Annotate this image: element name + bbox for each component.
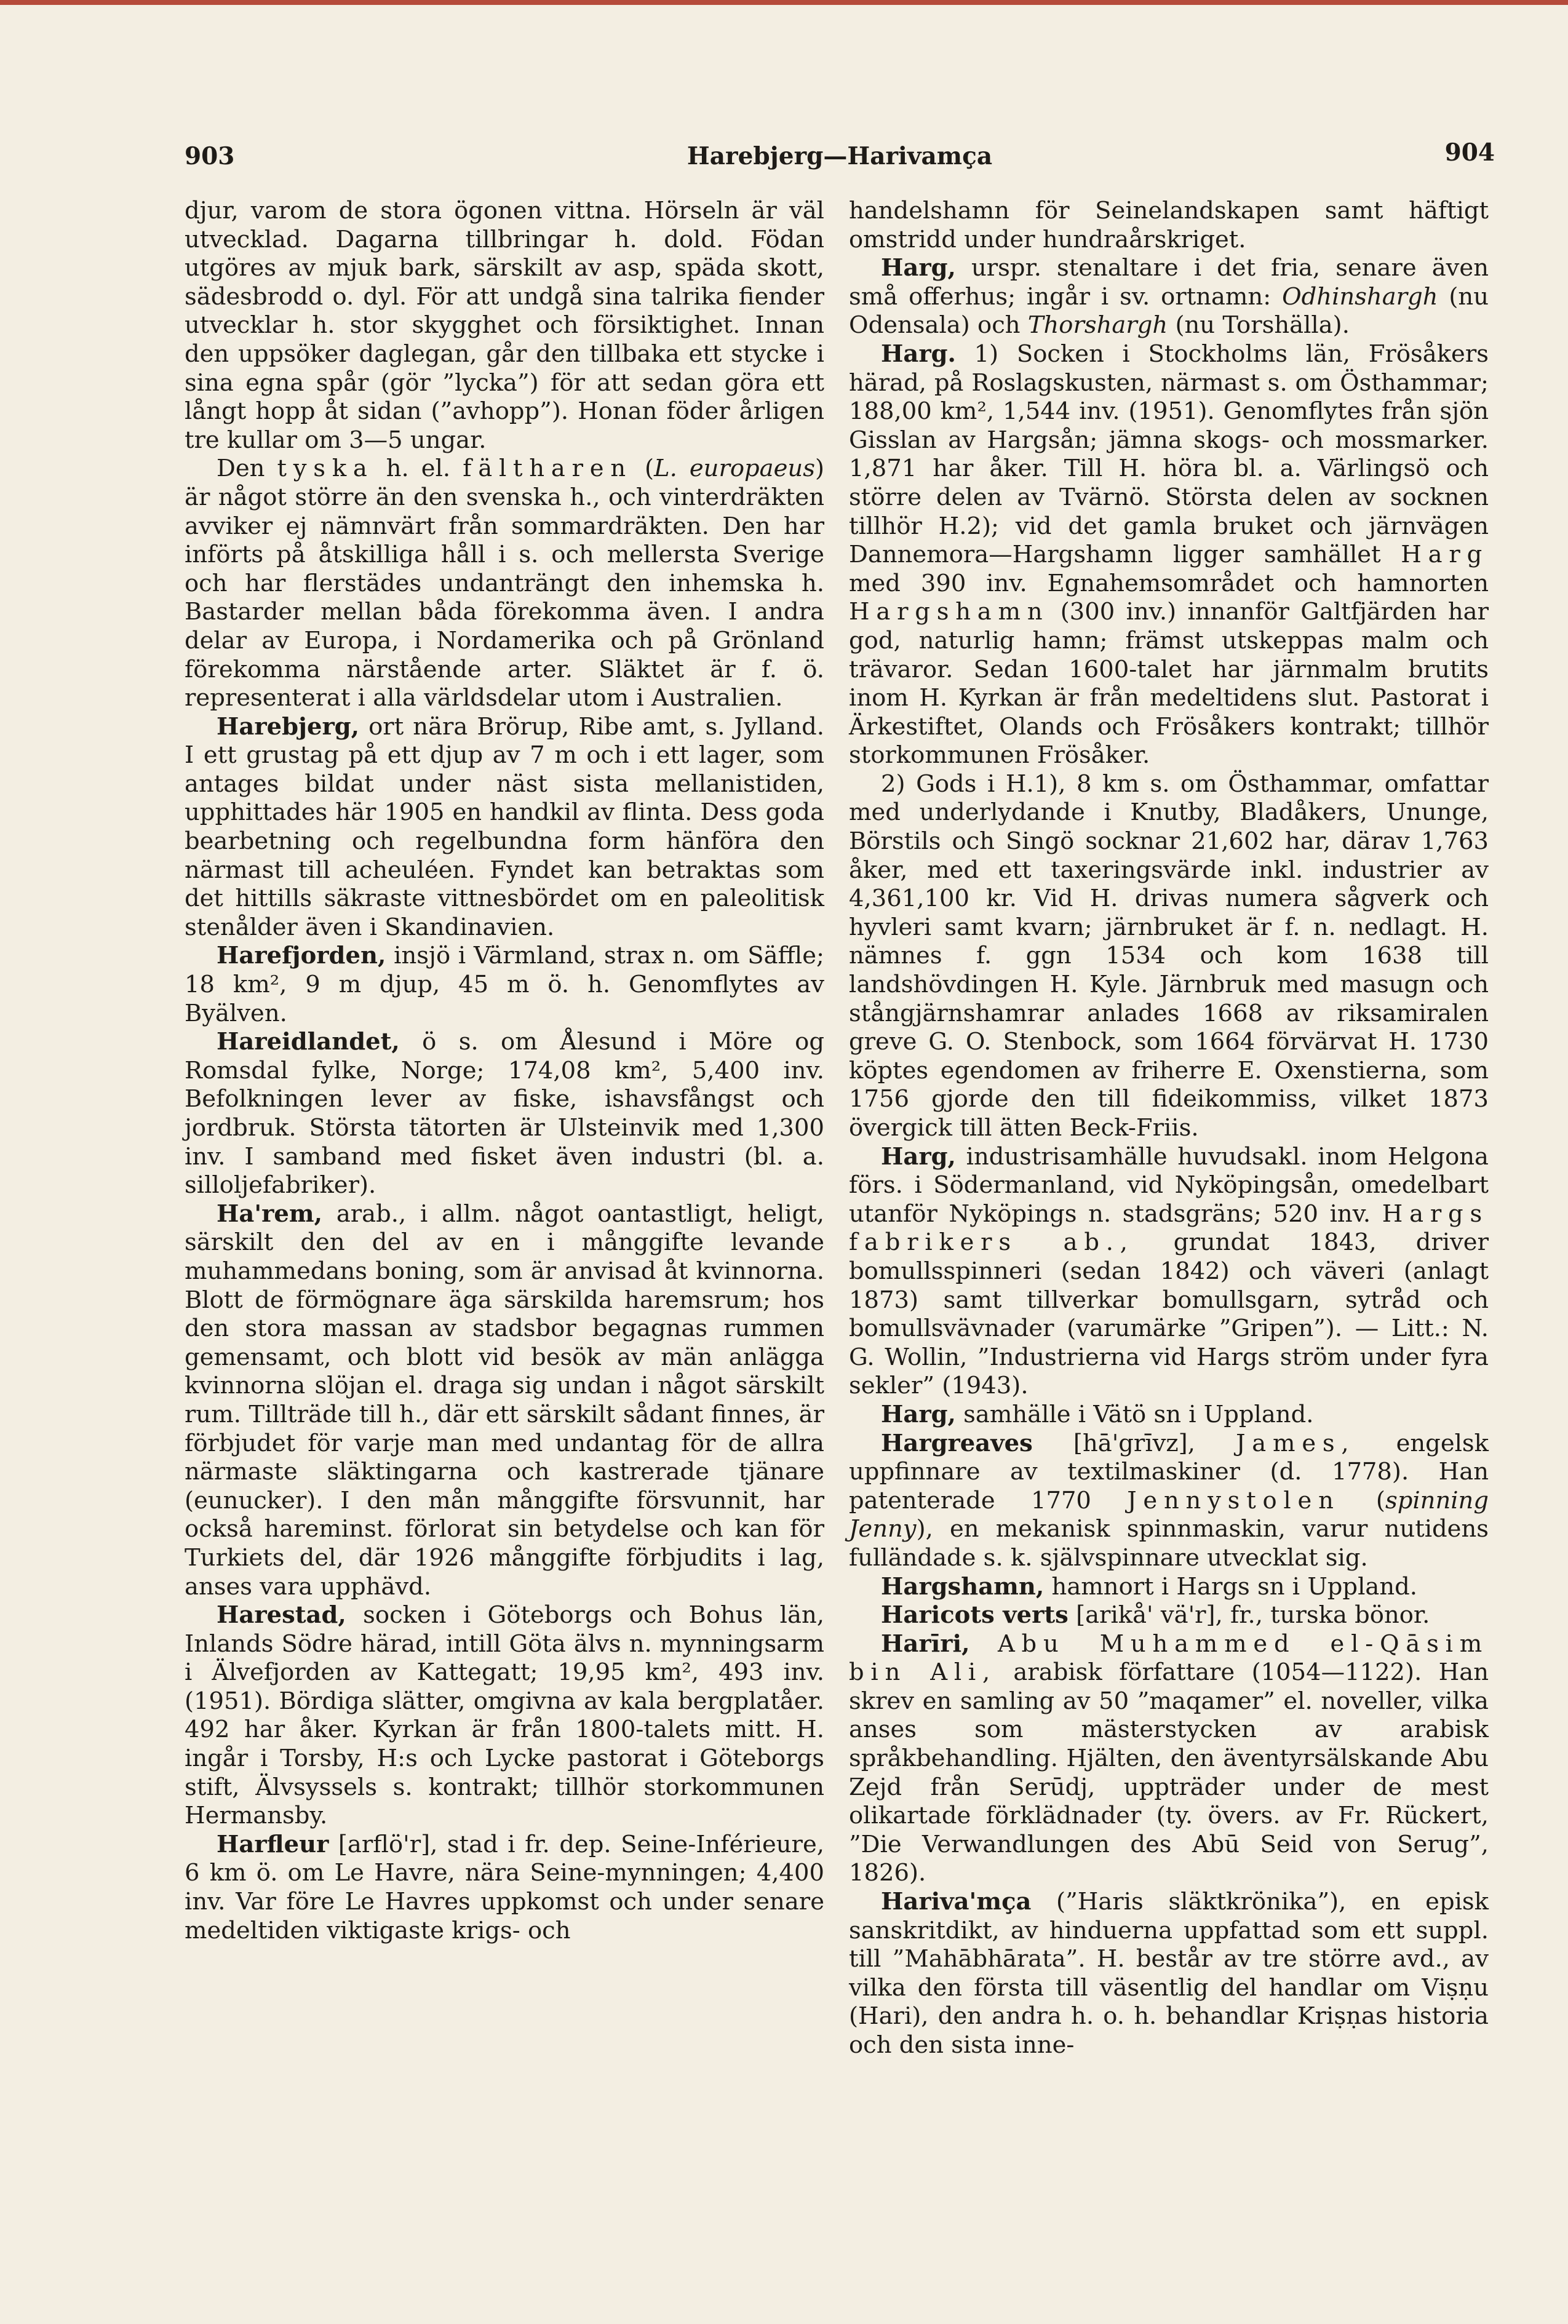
entry-text: insjö i Värmland, strax n. om Säffle; 18 km², 9 m djup, 45 m ö. h. Genomflytes av Byälven. <box>185 942 824 1027</box>
entry-harestad <box>185 1601 824 1831</box>
headword: Harfleur <box>217 1830 329 1858</box>
entry-text: (300 inv.) innanför Galtfjärden har god, naturlig hamn; främst utskeppas malm och trävaror. Sedan 1600-talet har järnmalm brutits inom H. Kyrkan är från medeltidens slut. Pastorat i Ärkestiftet, Olands och Frösåkers kontrakt; tillhör storkommunen Frösåker. <box>849 598 1489 770</box>
entry-text: ö s. om Ålesund i Möre og Romsdal fylke, Norge; 174,08 km², 5,400 inv. Befolkningen lever av fiske, ishavsfångst och jordbruk. Största tätorten är Ulsteinvik med 1,300 inv. I samband med fisket även industri (bl. a. silloljefabriker). <box>185 1028 824 1200</box>
entry-harg-village <box>849 1401 1489 1430</box>
entry-text: [arflö'r], stad i fr. dep. Seine-Inférieure, 6 km ö. om Le Havre, nära Seine-mynningen; 4,400 inv. Var före Le Havres uppkomst och under senare medeltiden viktigaste krigs- och <box>185 1830 824 1944</box>
place-name: Thorshargh <box>1027 311 1168 340</box>
spaced-term: James, <box>1236 1429 1356 1457</box>
entry-hariri <box>849 1630 1489 1888</box>
spaced-term: Hargs fabrikers ab., <box>849 1200 1489 1257</box>
entry-hargreaves <box>849 1430 1489 1573</box>
entry-haricots-verts <box>849 1601 1489 1630</box>
text-run: ) är något större än den svenska h., och vinterdräkten avviker ej nämnvärt från sommardräkten. Den har införts på åtskilliga håll i s. och mellersta Sverige och har flerstädes undanträngt den inhemska h. Bastarder mellan båda förekomma även. I andra delar av Europa, i Nordamerika och på Grönland förekomma närstående arter. Släktet är f. ö. representerat i alla världsdelar utom i Australien. <box>185 455 824 712</box>
entry-text: industrisamhälle huvudsakl. inom Helgona förs. i Södermanland, vid Nyköpingsån, omedelbart utanför Nyköpings n. stadsgräns; 520 inv. <box>849 1142 1489 1228</box>
left-column <box>185 197 824 1945</box>
entry-text: urspr. stenaltare i det fria, senare även små offerhus; ingår i sv. ortnamn: <box>849 254 1489 311</box>
entry-text: grundat 1843, driver bomullsspinneri (sedan 1842) och väveri (anlagt 1873) samt tillverkar bomullsgarn, sytråd och bomullsvävnader (varumärke ”Gripen”). — Litt.: N. G. Wollin, ”Industrierna vid Hargs ström under fyra sekler” (1943). <box>849 1228 1489 1400</box>
headword: Harg, <box>881 254 956 282</box>
headword: Harefjorden, <box>217 942 386 970</box>
entry-harg-estate: 2) Gods i H.1), 8 km s. om Östhammar, omfattar med underlydande i Knutby, Bladåkers, Ununge, Börstils och Singö socknar 21,602 har, därav 1,763 åker, med ett taxeringsvärde inkl. industrier av 4,361,100 kr. Vid H. drivas numera sågverk och hyvleri samt kvarn; järnbruket är f. n. nedlagt. H. nämnes f. ggn 1534 och kom 1638 till landshövdingen H. Kyle. Järnbruk med masugn och stångjärnshamrar anlades 1668 av riksamiralen greve G. O. Stenbock, som 1664 förvärvat H. 1730 köptes egendomen av friherre E. Oxenstierna, som 1756 gjorde den till fideikommiss, vilket 1873 övergick till ätten Beck-Friis. <box>849 770 1489 1142</box>
spaced-term: Harg <box>1401 541 1489 569</box>
entry-text: arabisk författare (1054—1122). Han skrev en samling av 50 ”maqamer” el. noveller, vilka anses som mästerstycken av arabisk språkbehandling. Hjälten, den äventyrsälskande Abu Zejd från Serūdj, uppträder under de mest olikartade förklädnader (ty. övers. av Fr. Rückert, ”Die Verwandlungen des Abū Seid von Serug”, 1826). <box>849 1658 1489 1887</box>
spaced-term: Jennystolen <box>1127 1486 1340 1514</box>
spaced-term: Abu Muhammed el-Qāsim bin Ali, <box>849 1630 1489 1687</box>
running-title: Harebjerg—Harivamça <box>686 142 993 170</box>
entry-text: (nu Odensala) och <box>849 282 1489 340</box>
headword: Hariva'mça <box>881 1888 1032 1916</box>
entry-text: ( <box>1340 1486 1385 1514</box>
text-run: h. el. <box>373 455 463 483</box>
entry-text: engelsk uppfinnare av textilmaskiner (d. 1778). Han patenterade 1770 <box>849 1429 1489 1514</box>
entry-harg-altar <box>849 254 1489 340</box>
paragraph-harfleur-continued: handelshamn för Seinelandskapen samt häftigt omstridd under hundraårskriget. <box>849 197 1489 253</box>
latin-name: L. europaeus <box>654 455 815 483</box>
place-name: Odhinshargh <box>1282 282 1438 311</box>
headword: Hareidlandet, <box>217 1028 400 1056</box>
headword: Ha'rem, <box>217 1200 323 1228</box>
entry-harg-industry <box>849 1143 1489 1401</box>
entry-text: ), en mekanisk spinnmaskin, varur nutidens fulländade s. k. självspinnare utvecklat sig. <box>849 1515 1489 1572</box>
headword: Hargshamn, <box>881 1572 1045 1601</box>
entry-hargshamn <box>849 1573 1489 1602</box>
entry-text: (nu Torshälla). <box>1168 311 1350 340</box>
entry-harem <box>185 1200 824 1601</box>
headword: Harg, <box>881 1400 956 1428</box>
entry-text: [hā'grīvz], <box>1032 1429 1236 1457</box>
entry-text: hamnort i Hargs sn i Uppland. <box>1044 1572 1418 1601</box>
entry-text: [arikå' vä'r], fr., turska bönor. <box>1068 1601 1430 1630</box>
entry-text: med 390 inv. Egnahemsområdet och hamnorten <box>849 569 1489 597</box>
headword: Harg. <box>881 340 956 368</box>
entry-text: socken i Göteborgs och Bohus län, Inlands Södre härad, intill Göta älvs n. mynningsarm i Älvefjorden av Kattegatt; 19,95 km², 493 inv. (1951). Bördiga slätter, omgivna av kala bergplatåer. 492 har åker. Kyrkan är från 1800-talets mitt. H. ingår i Torsby, H:s och Lycke pastorat i Göteborgs stift, Älvsyssels s. kontrakt; tillhör storkommunen Hermansby. <box>185 1601 824 1830</box>
page-number-right: 904 <box>1444 138 1495 167</box>
right-column <box>849 197 1489 2060</box>
spaced-term: Hargshamn <box>849 598 1049 626</box>
entry-harebjerg <box>185 713 824 942</box>
entry-text: samhälle i Vätö sn i Uppland. <box>955 1400 1314 1428</box>
page-number-left: 903 <box>185 142 235 170</box>
text-run: Den <box>217 455 277 483</box>
entry-harfleur <box>185 1831 824 1945</box>
paragraph-hare-continued: djur, varom de stora ögonen vittna. Hörseln är väl utvecklad. Dagarna tillbringar h. dold. Födan utgöres av mjuk bark, särskilt av asp, späda skott, sädesbrodd o. dyl. För att undgå sina talrika fiender utvecklar h. stor skygghet och försiktighet. Innan den uppsöker daglegan, går den tillbaka ett stycke i sina egna spår (gör ”lycka”) för att sedan göra ett långt hopp åt sidan (”avhopp”). Honan föder årligen tre kullar om 3—5 ungar. <box>185 197 824 454</box>
paragraph-hare-german <box>185 455 824 712</box>
spaced-term: tyska <box>277 455 374 483</box>
headword: Hargreaves <box>881 1429 1033 1457</box>
headword: Haricots verts <box>881 1601 1069 1630</box>
spaced-term: fältharen <box>463 455 632 483</box>
page-header <box>185 138 1495 175</box>
headword: Harebjerg, <box>217 712 360 741</box>
entry-text: ort nära Brörup, Ribe amt, s. Jylland. I ett grustag på ett djup av 7 m och i ett lager, som antages bildat under näst sista mellanistiden, upphittades här 1905 en handkil av flinta. Dess goda bearbetning och regelbundna form hänföra den närmast till acheuléen. Fyndet kan betraktas som det hittills säkraste vittnesbördet om en paleolitisk stenålder även i Skandinavien. <box>185 712 824 941</box>
entry-text: (”Haris släktkrönika”), en episk sanskritdikt, av hinduerna uppfattad som ett suppl. till ”Mahābhārata”. H. består av tre större avd., av vilka den första till väsentlig del handlar om Viṣṇu (Hari), den andra h. o. h. behandlar Kriṣṇas historia och den sista inne- <box>849 1888 1489 2059</box>
entry-harg-parish <box>849 340 1489 770</box>
entry-text: 1) Socken i Stockholms län, Frösåkers härad, på Roslagskusten, närmast s. om Östhammar; 188,00 km², 1,544 inv. (1951). Genomflytes från sjön Gisslan av Hargsån; jämna skogs- och mossmarker. 1,871 har åker. Till H. höra bl. a. Värlingsö och större delen av Tvärnö. Största delen av socknen tillhör H.2); vid det gamla bruket och järnvägen Dannemora—Hargshamn ligger samhället <box>849 340 1489 569</box>
headword: Harg, <box>881 1142 956 1171</box>
text-run: ( <box>632 455 655 483</box>
entry-text <box>970 1630 998 1658</box>
entry-text: arab., i allm. något oantastligt, heligt, särskilt den del av en i månggifte levande muhammedans boning, som är anvisad åt kvinnorna. Blott de förmögnare äga särskilda haremsrum; hos den stora massan av stadsbor begagnas rummen gemensamt, och blott vid besök av män anlägga kvinnorna slöjan el. draga sig undan i något särskilt rum. Tillträde till h., där ett särskilt sådant finnes, är förbjudet för varje man med undantag för de allra närmaste släktingarna och kastrerade tjänare (eunucker). I den mån månggifte försvunnit, har också hareminst. förlorat sin betydelse och kan för Turkiets del, där 1926 månggifte förbjudits i lag, anses vara upphävd. <box>185 1200 824 1601</box>
italic-term: spinning Jenny <box>849 1486 1489 1543</box>
entry-harefjorden <box>185 942 824 1028</box>
entry-harivamca <box>849 1888 1489 2060</box>
headword: Harestad, <box>217 1601 346 1630</box>
headword: Harīri, <box>881 1630 970 1658</box>
top-edge-line <box>0 0 1568 5</box>
entry-hareidlandet <box>185 1028 824 1200</box>
